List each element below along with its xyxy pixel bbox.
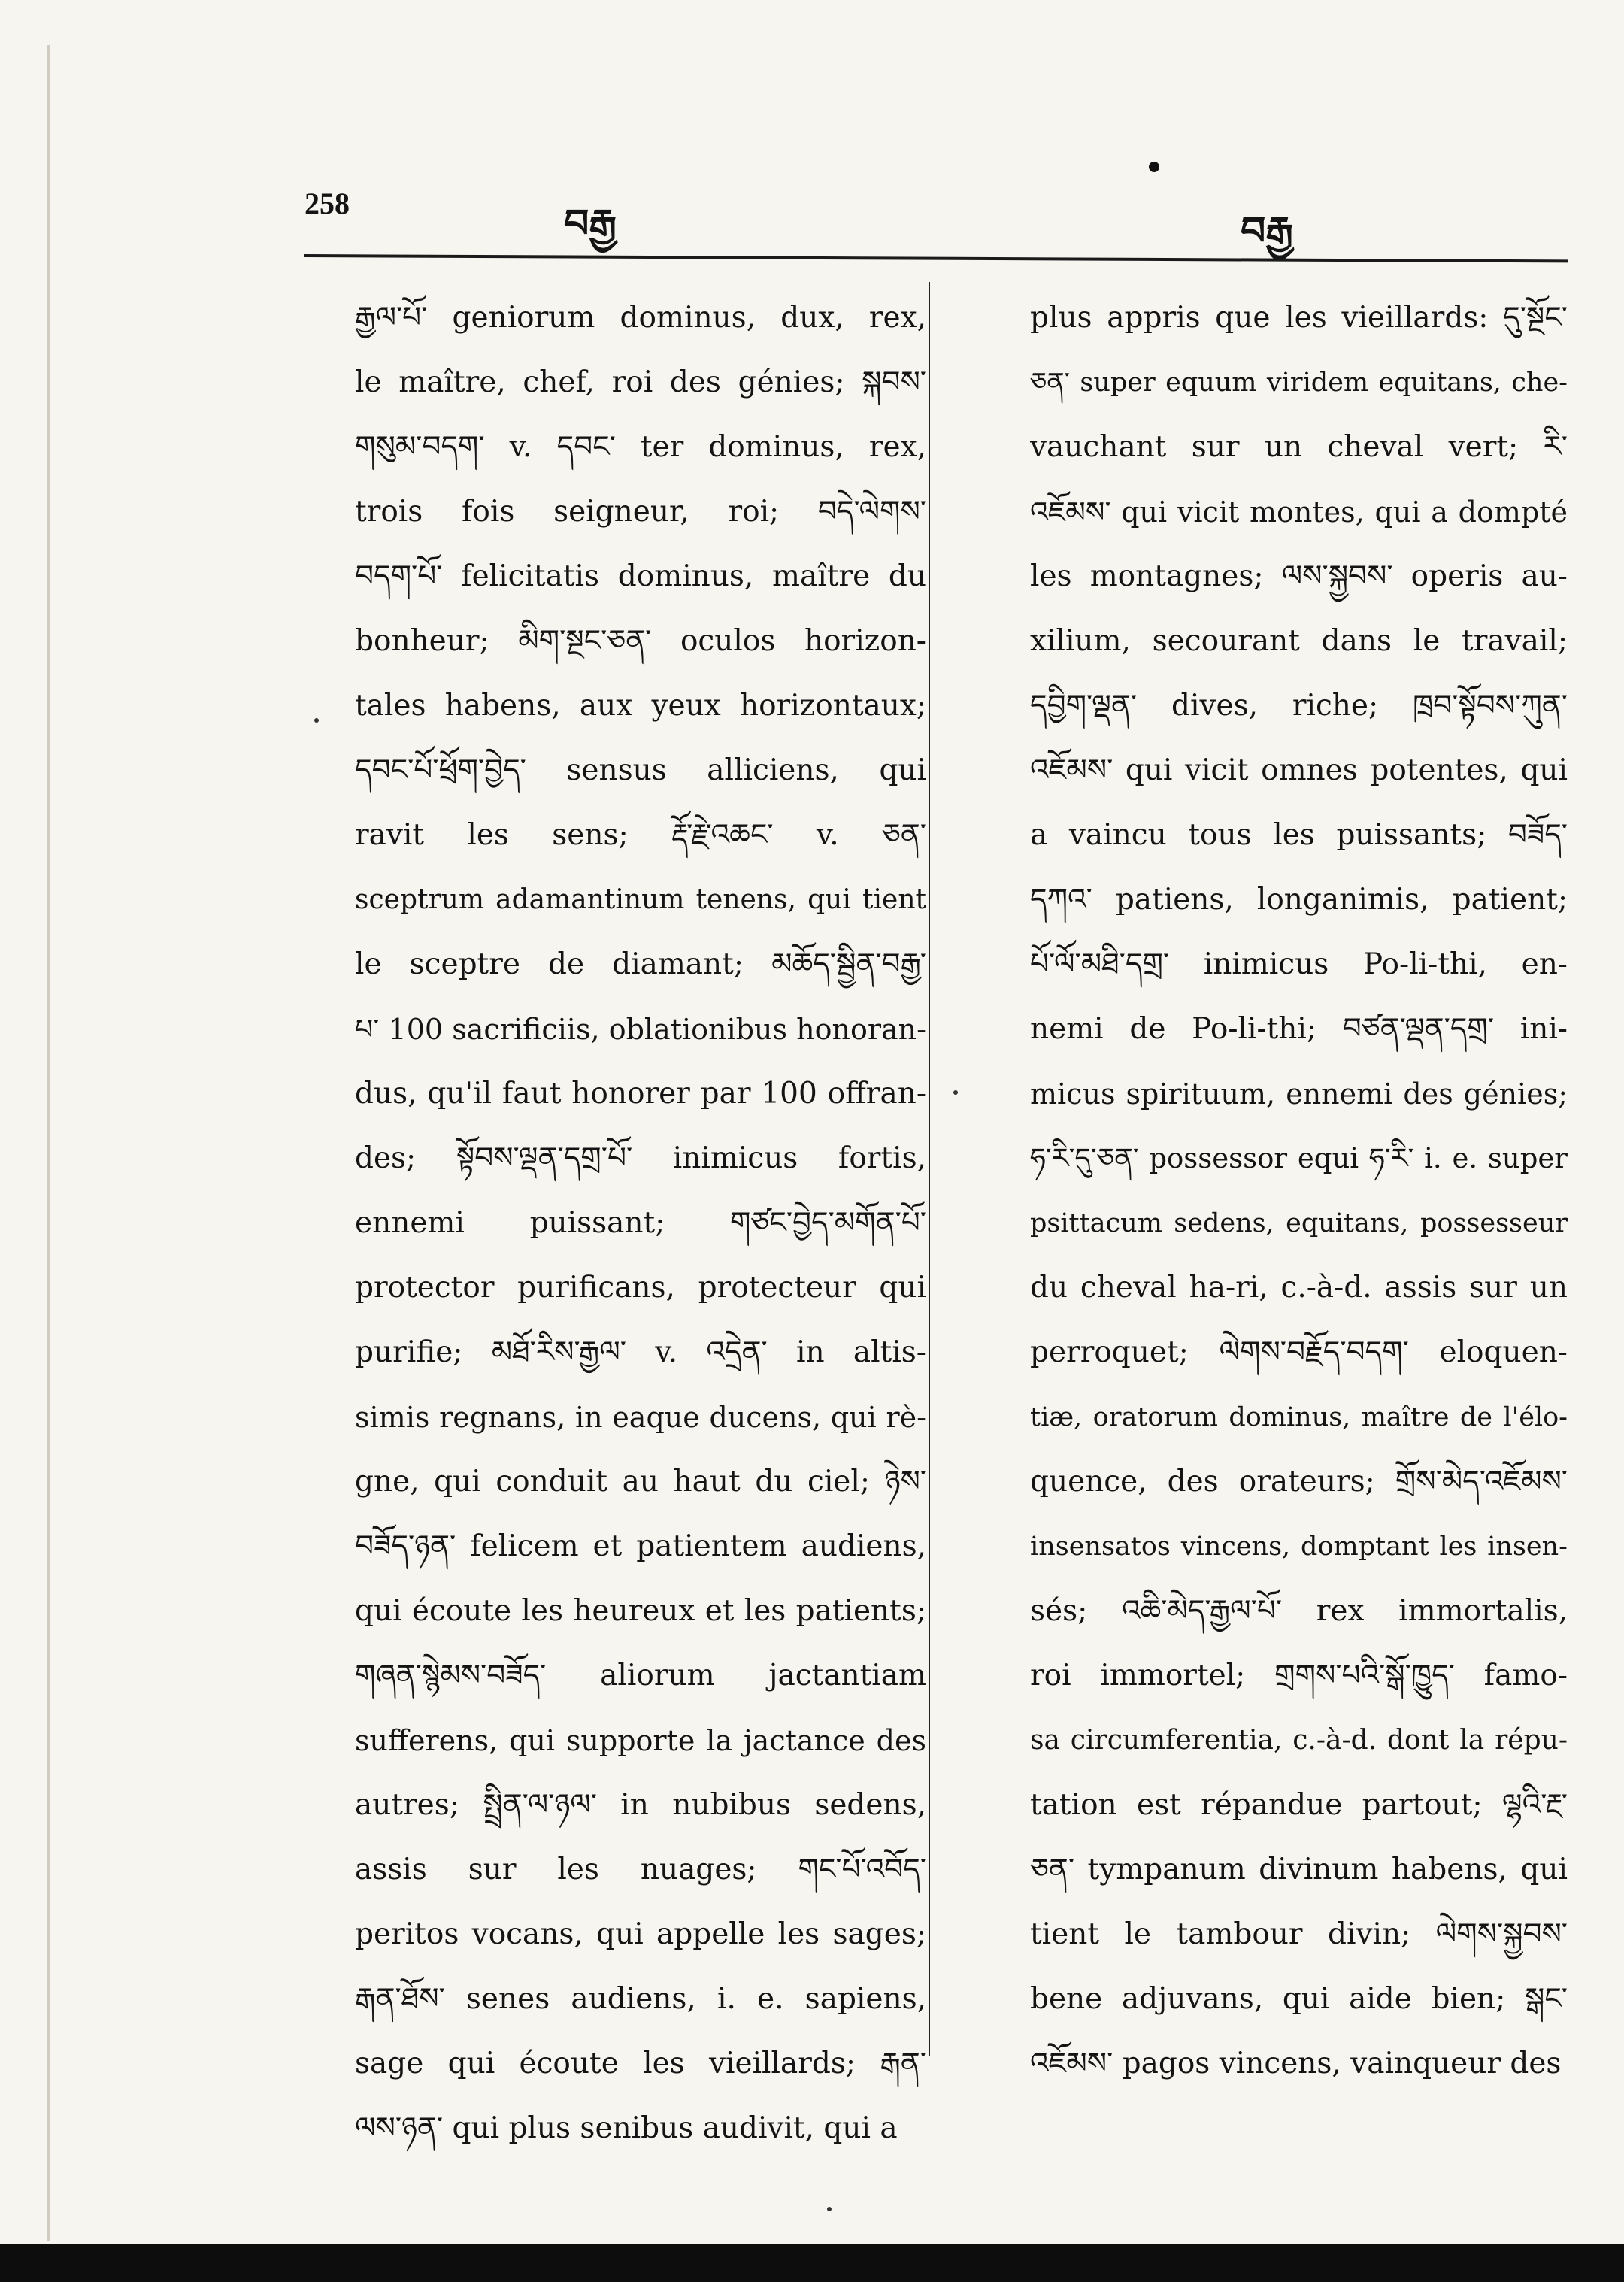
entry-line: les montagnes; ལས་སྐྱབས་ operis au- bbox=[1030, 559, 1568, 593]
entry-line: tales habens, aux yeux horizontaux; bbox=[355, 689, 926, 723]
entry-line: plus appris que les vieillards: དུ་སྔོང་ bbox=[1030, 301, 1568, 335]
entry-line: perroquet; ལེགས་བརྗོད་བདག་ eloquen- bbox=[1030, 1335, 1568, 1369]
entry-line: roi immortel; གྲགས་པའི་སྒོ་ཁྱུད་ famo- bbox=[1030, 1659, 1568, 1693]
entry-line: ཧ་རི་དུ་ཅན་ possessor equi ཧ་རི་ i. e. super bbox=[1030, 1142, 1568, 1174]
entry-line: དབྱིག་ལྡན་ dives, riche; ཁྲབ་སྟོབས་ཀུན་ bbox=[1030, 689, 1568, 723]
entry-line: ཅན་ super equum viridem equitans, che- bbox=[1030, 368, 1568, 398]
entry-line: འཇོམས་ pagos vincens, vainqueur des bbox=[1030, 2047, 1562, 2080]
entry-line: purifie; མཐོ་རིས་རྒྱལ་ v. འདྲེན་ in altis- bbox=[355, 1335, 926, 1369]
entry-line: assis sur les nuages; གང་པོ་འབོད་ bbox=[355, 1853, 926, 1887]
entry-line: sceptrum adamantinum tenens, qui tient bbox=[355, 884, 926, 915]
entry-line: པ་ 100 sacrificiis, oblationibus honoran- bbox=[355, 1013, 926, 1046]
running-head-left: བརྒྱ bbox=[564, 202, 617, 247]
stray-ink-dot bbox=[827, 2207, 832, 2211]
entry-line: tient le tambour divin; ལེགས་སྐྱབས་ bbox=[1030, 1917, 1568, 1951]
entry-line: bonheur; མིག་སྔང་ཅན་ oculos horizon- bbox=[355, 624, 926, 658]
entry-line: psittacum sedens, equitans, possesseur bbox=[1030, 1208, 1568, 1238]
entry-line: ennemi puissant; གཙང་བྱེད་མགོན་པོ་ bbox=[355, 1206, 926, 1240]
stray-ink-dot bbox=[314, 718, 319, 723]
entry-line: vauchant sur un cheval vert; རི་ bbox=[1030, 430, 1568, 464]
entry-line: tiæ, oratorum dominus, maître de l'élo- bbox=[1030, 1402, 1568, 1432]
entry-line: des; སྟོབས་ལྡན་དགྲ་པོ་ inimicus fortis, bbox=[355, 1141, 926, 1175]
entry-line: bene adjuvans, qui aide bien; སྒང་ bbox=[1030, 1982, 1568, 2016]
entry-line: sage qui écoute les vieillards; རྒན་ bbox=[355, 2047, 926, 2080]
entry-line: རྒན་ཐོས་ senes audiens, i. e. sapiens, bbox=[355, 1982, 926, 2016]
entry-line: གསུམ་བདག་ v. དབང་ ter dominus, rex, bbox=[355, 430, 926, 464]
entry-line: sés; འཆི་མེད་རྒྱལ་པོ་ rex immortalis, bbox=[1030, 1594, 1568, 1628]
print-dot-mark bbox=[1149, 162, 1159, 172]
entry-line: quence, des orateurs; གྲོས་མེད་འཇོམས་ bbox=[1030, 1465, 1568, 1499]
entry-line: gne, qui conduit au haut du ciel; ཉེས་ bbox=[355, 1465, 926, 1499]
entry-line: simis regnans, in eaque ducens, qui rè- bbox=[355, 1401, 926, 1434]
entry-line: དཀའ་ patiens, longanimis, patient; bbox=[1030, 883, 1568, 917]
scan-bottom-band bbox=[0, 2244, 1624, 2282]
entry-line: nemi de Po-li-thi; བཙན་ལྡན་དགྲ་ ini- bbox=[1030, 1012, 1568, 1046]
entry-line: འཇོམས་ qui vicit omnes potentes, qui bbox=[1030, 753, 1568, 787]
entry-line: micus spirituum, ennemi des génies; bbox=[1030, 1077, 1568, 1111]
entry-line: autres; སྤྲིན་ལ་ཉལ་ in nubibus sedens, bbox=[355, 1788, 926, 1822]
page-number: 258 bbox=[304, 186, 350, 220]
entry-line: ལས་ཉན་ qui plus senibus audivit, qui a bbox=[355, 2111, 898, 2145]
entry-line: བདག་པོ་ felicitatis dominus, maître du bbox=[355, 559, 926, 593]
entry-line: a vaincu tous les puissants; བཟོད་ bbox=[1030, 818, 1568, 852]
entry-line: ཅན་ tympanum divinum habens, qui bbox=[1030, 1853, 1568, 1887]
entry-line: peritos vocans, qui appelle les sages; bbox=[355, 1917, 926, 1951]
entry-line: trois fois seigneur, roi; བདེ་ལེགས་ bbox=[355, 495, 926, 529]
entry-line: du cheval ha-ri, c.-à-d. assis sur un bbox=[1030, 1271, 1568, 1305]
entry-line: qui écoute les heureux et les patients; bbox=[355, 1594, 926, 1628]
running-head-right: བརྒྱ bbox=[1241, 209, 1293, 254]
stray-ink-dot bbox=[953, 1090, 958, 1095]
entry-line: sa circumferentia, c.-à-d. dont la répu- bbox=[1030, 1725, 1568, 1756]
entry-line: བཟོད་ཉན་ felicem et patientem audiens, bbox=[355, 1529, 926, 1563]
column-divider bbox=[929, 282, 930, 2056]
left-column bbox=[355, 286, 926, 2161]
entry-line: le sceptre de diamant; མཆོད་སྦྱིན་བརྒྱ་ bbox=[355, 947, 926, 981]
entry-line: འཇོམས་ qui vicit montes, qui a dompté bbox=[1030, 495, 1568, 529]
entry-line: le maître, chef, roi des génies; སྐབས་ bbox=[355, 365, 926, 399]
entry-line: sufferens, qui supporte la jactance des bbox=[355, 1724, 926, 1757]
entry-line: insensatos vincens, domptant les insen- bbox=[1030, 1532, 1568, 1562]
header-rule bbox=[304, 254, 1568, 262]
entry-line: xilium, secourant dans le travail; bbox=[1030, 624, 1568, 658]
right-column bbox=[1030, 286, 1568, 2096]
entry-line: དབང་པོ་ཕྲོག་བྱེད་ sensus alliciens, qui bbox=[355, 753, 926, 787]
entry-line: dus, qu'il faut honorer par 100 offran- bbox=[355, 1077, 926, 1111]
entry-line: tation est répandue partout; ལྷའི་རྔ་ bbox=[1030, 1788, 1568, 1822]
entry-line: protector purificans, protecteur qui bbox=[355, 1271, 926, 1305]
page-edge-shadow bbox=[47, 45, 50, 2241]
entry-line: གཞན་སྙེམས་བཟོད་ aliorum jactantiam bbox=[355, 1659, 926, 1693]
entry-line: རྒྱལ་པོ་ geniorum dominus, dux, rex, bbox=[355, 301, 926, 335]
entry-line: ravit les sens; རྡོ་རྗེ་འཆང་ v. ཅན་ bbox=[355, 818, 926, 852]
entry-line: པོ་ལོ་མཐི་དགྲ་ inimicus Po-li-thi, en- bbox=[1030, 947, 1568, 981]
